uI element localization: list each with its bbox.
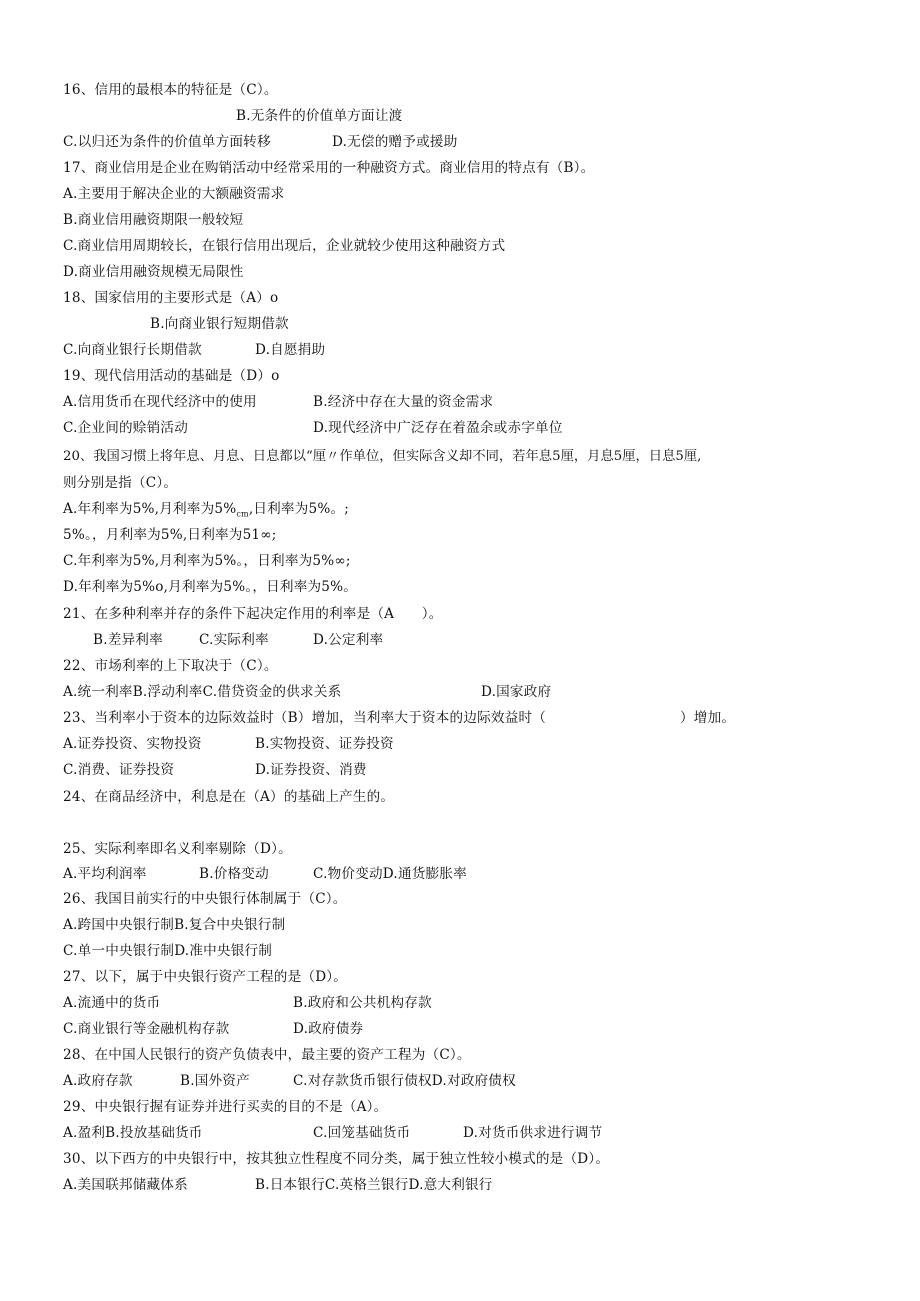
question-19-option-d: D.现代经济中广泛存在着盈余或赤字单位 (313, 420, 563, 436)
question-23-option-c: C.消费、证券投资 (63, 762, 175, 778)
question-20-stem: 20、我国习惯上将年息、月息、日息都以“厘〃作单位，但实际含义却不同，若年息5厘，月息5厘，日息5厘, (63, 449, 702, 464)
question-17-option-c: C.商业信用周期较长，在银行信用出现后，企业就较少使用这种融资方式 (63, 238, 506, 254)
question-28-stem: 28、在中国人民银行的资产负债表中，最主要的资产工程为（C）。 (63, 1047, 471, 1063)
question-23-stem: 23、当利率小于资本的边际效益时（B）增加，当利率大于资本的边际效益时（ (63, 710, 547, 726)
question-16-option-b: B.无条件的价值单方面让渡 (236, 108, 403, 124)
question-22-option-d: D.国家政府 (481, 684, 552, 700)
question-19-stem: 19、现代信用活动的基础是（D）o (63, 368, 280, 384)
question-22-options-abc: A.统一利率B.浮动利率C.借贷资金的供求关系 (63, 684, 342, 700)
question-20-option-a (63, 499, 349, 525)
question-30-option-a: A.美国联邦储藏体系 (63, 1177, 188, 1193)
question-16-option-d: D.无偿的赠予或援助 (332, 134, 458, 150)
question-18-stem: 18、国家信用的主要形式是（A）o (63, 290, 279, 306)
question-24-stem: 24、在商品经济中，利息是在（A）的基础上产生的。 (63, 789, 395, 805)
question-20-stem-continued: 则分别是指（C）。 (63, 475, 178, 491)
question-18-option-b: B.向商业银行短期借款 (150, 316, 289, 332)
question-27-option-d: D.政府债券 (293, 1021, 364, 1037)
question-23-option-a: A.证券投资、实物投资 (63, 736, 202, 752)
question-30-stem: 30、以下西方的中央银行中，按其独立性程度不同分类，属于独立性较小模式的是（D）。 (63, 1151, 610, 1167)
question-30-options-bcd: B.日本银行C.英格兰银行D.意大利银行 (255, 1177, 493, 1193)
question-21-option-d: D.公定利率 (313, 632, 384, 648)
question-17-option-a: A.主要用于解决企业的大额融资需求 (63, 186, 285, 202)
question-20-option-a-part1: A.年利率为5%,月利率为5% (63, 501, 237, 517)
question-16-option-c: C.以归还为条件的价值单方面转移 (63, 134, 271, 150)
question-23-option-d: D.证券投资、消费 (255, 762, 367, 778)
question-19-option-c: C.企业间的赊销活动 (63, 420, 188, 436)
question-18-option-c: C.向商业银行长期借款 (63, 342, 202, 358)
question-25-option-b: B.价格变动 (199, 866, 269, 882)
question-27-option-c: C.商业银行等金融机构存款 (63, 1021, 230, 1037)
question-25-stem: 25、实际利率即名义利率剔除（D）。 (63, 841, 292, 857)
question-22-stem: 22、市场利率的上下取决于（C）。 (63, 658, 278, 674)
question-28-option-b: B.国外资产 (180, 1073, 250, 1089)
question-26-stem: 26、我国目前实行的中央银行体制属于（C）。 (63, 891, 347, 907)
question-20-option-a-subscript: cm (236, 509, 249, 519)
question-20-option-c: C.年利率为5%,月利率为5%。，日利率为5%∞; (63, 553, 351, 569)
question-26-options-cd: C.单一中央银行制D.准中央银行制 (63, 943, 273, 959)
question-20-option-a-part2: ,日利率为5%。; (248, 501, 350, 517)
question-25-options-cd: C.物价变动D.通货膨胀率 (313, 866, 467, 882)
question-29-stem: 29、中央银行握有证券并进行买卖的目的不是（A）。 (63, 1099, 388, 1115)
question-29-option-c: C.回笼基础货币 (313, 1125, 411, 1141)
question-26-options-ab: A.跨国中央银行制B.复合中央银行制 (63, 917, 286, 933)
question-16-stem: 16、信用的最根本的特征是（C）。 (63, 82, 278, 98)
question-27-stem: 27、以下，属于中央银行资产工程的是（D）。 (63, 969, 348, 985)
question-21-option-b: B.差异利率 (93, 632, 163, 648)
question-29-options-ab: A.盈利B.投放基础货币 (63, 1125, 203, 1141)
question-17-option-b: B.商业信用融资期限一般较短 (63, 212, 244, 228)
question-20-option-d: D.年利率为5%o,月利率为5%。，日利率为5%。 (63, 579, 358, 595)
question-18-option-d: D.自愿捐助 (255, 342, 326, 358)
question-21-stem: 21、在多种利率并存的条件下起决定作用的利率是（A ）。 (63, 606, 443, 622)
question-23-option-b: B.实物投资、证券投资 (255, 736, 394, 752)
question-19-option-b: B.经济中存在大量的资金需求 (313, 394, 494, 410)
question-19-option-a: A.信用货币在现代经济中的使用 (63, 394, 257, 410)
question-20-option-b: 5%。，月利率为5%,日利率为51∞; (63, 527, 277, 543)
question-17-stem: 17、商业信用是企业在购销活动中经常采用的一种融资方式。商业信用的特点有（B）。 (63, 160, 595, 176)
question-28-option-a: A.政府存款 (63, 1073, 133, 1089)
question-17-option-d: D.商业信用融资规模无局限性 (63, 264, 244, 280)
question-23-stem-tail: ）增加。 (680, 710, 736, 726)
question-25-option-a: A.平均利润率 (63, 866, 147, 882)
question-21-option-c: C.实际利率 (199, 632, 269, 648)
question-28-options-cd: C.对存款货币银行债权D.对政府债权 (293, 1073, 516, 1089)
question-27-option-b: B.政府和公共机构存款 (293, 995, 432, 1011)
question-29-option-d: D.对货币供求进行调节 (463, 1125, 603, 1141)
question-27-option-a: A.流通中的货币 (63, 995, 161, 1011)
